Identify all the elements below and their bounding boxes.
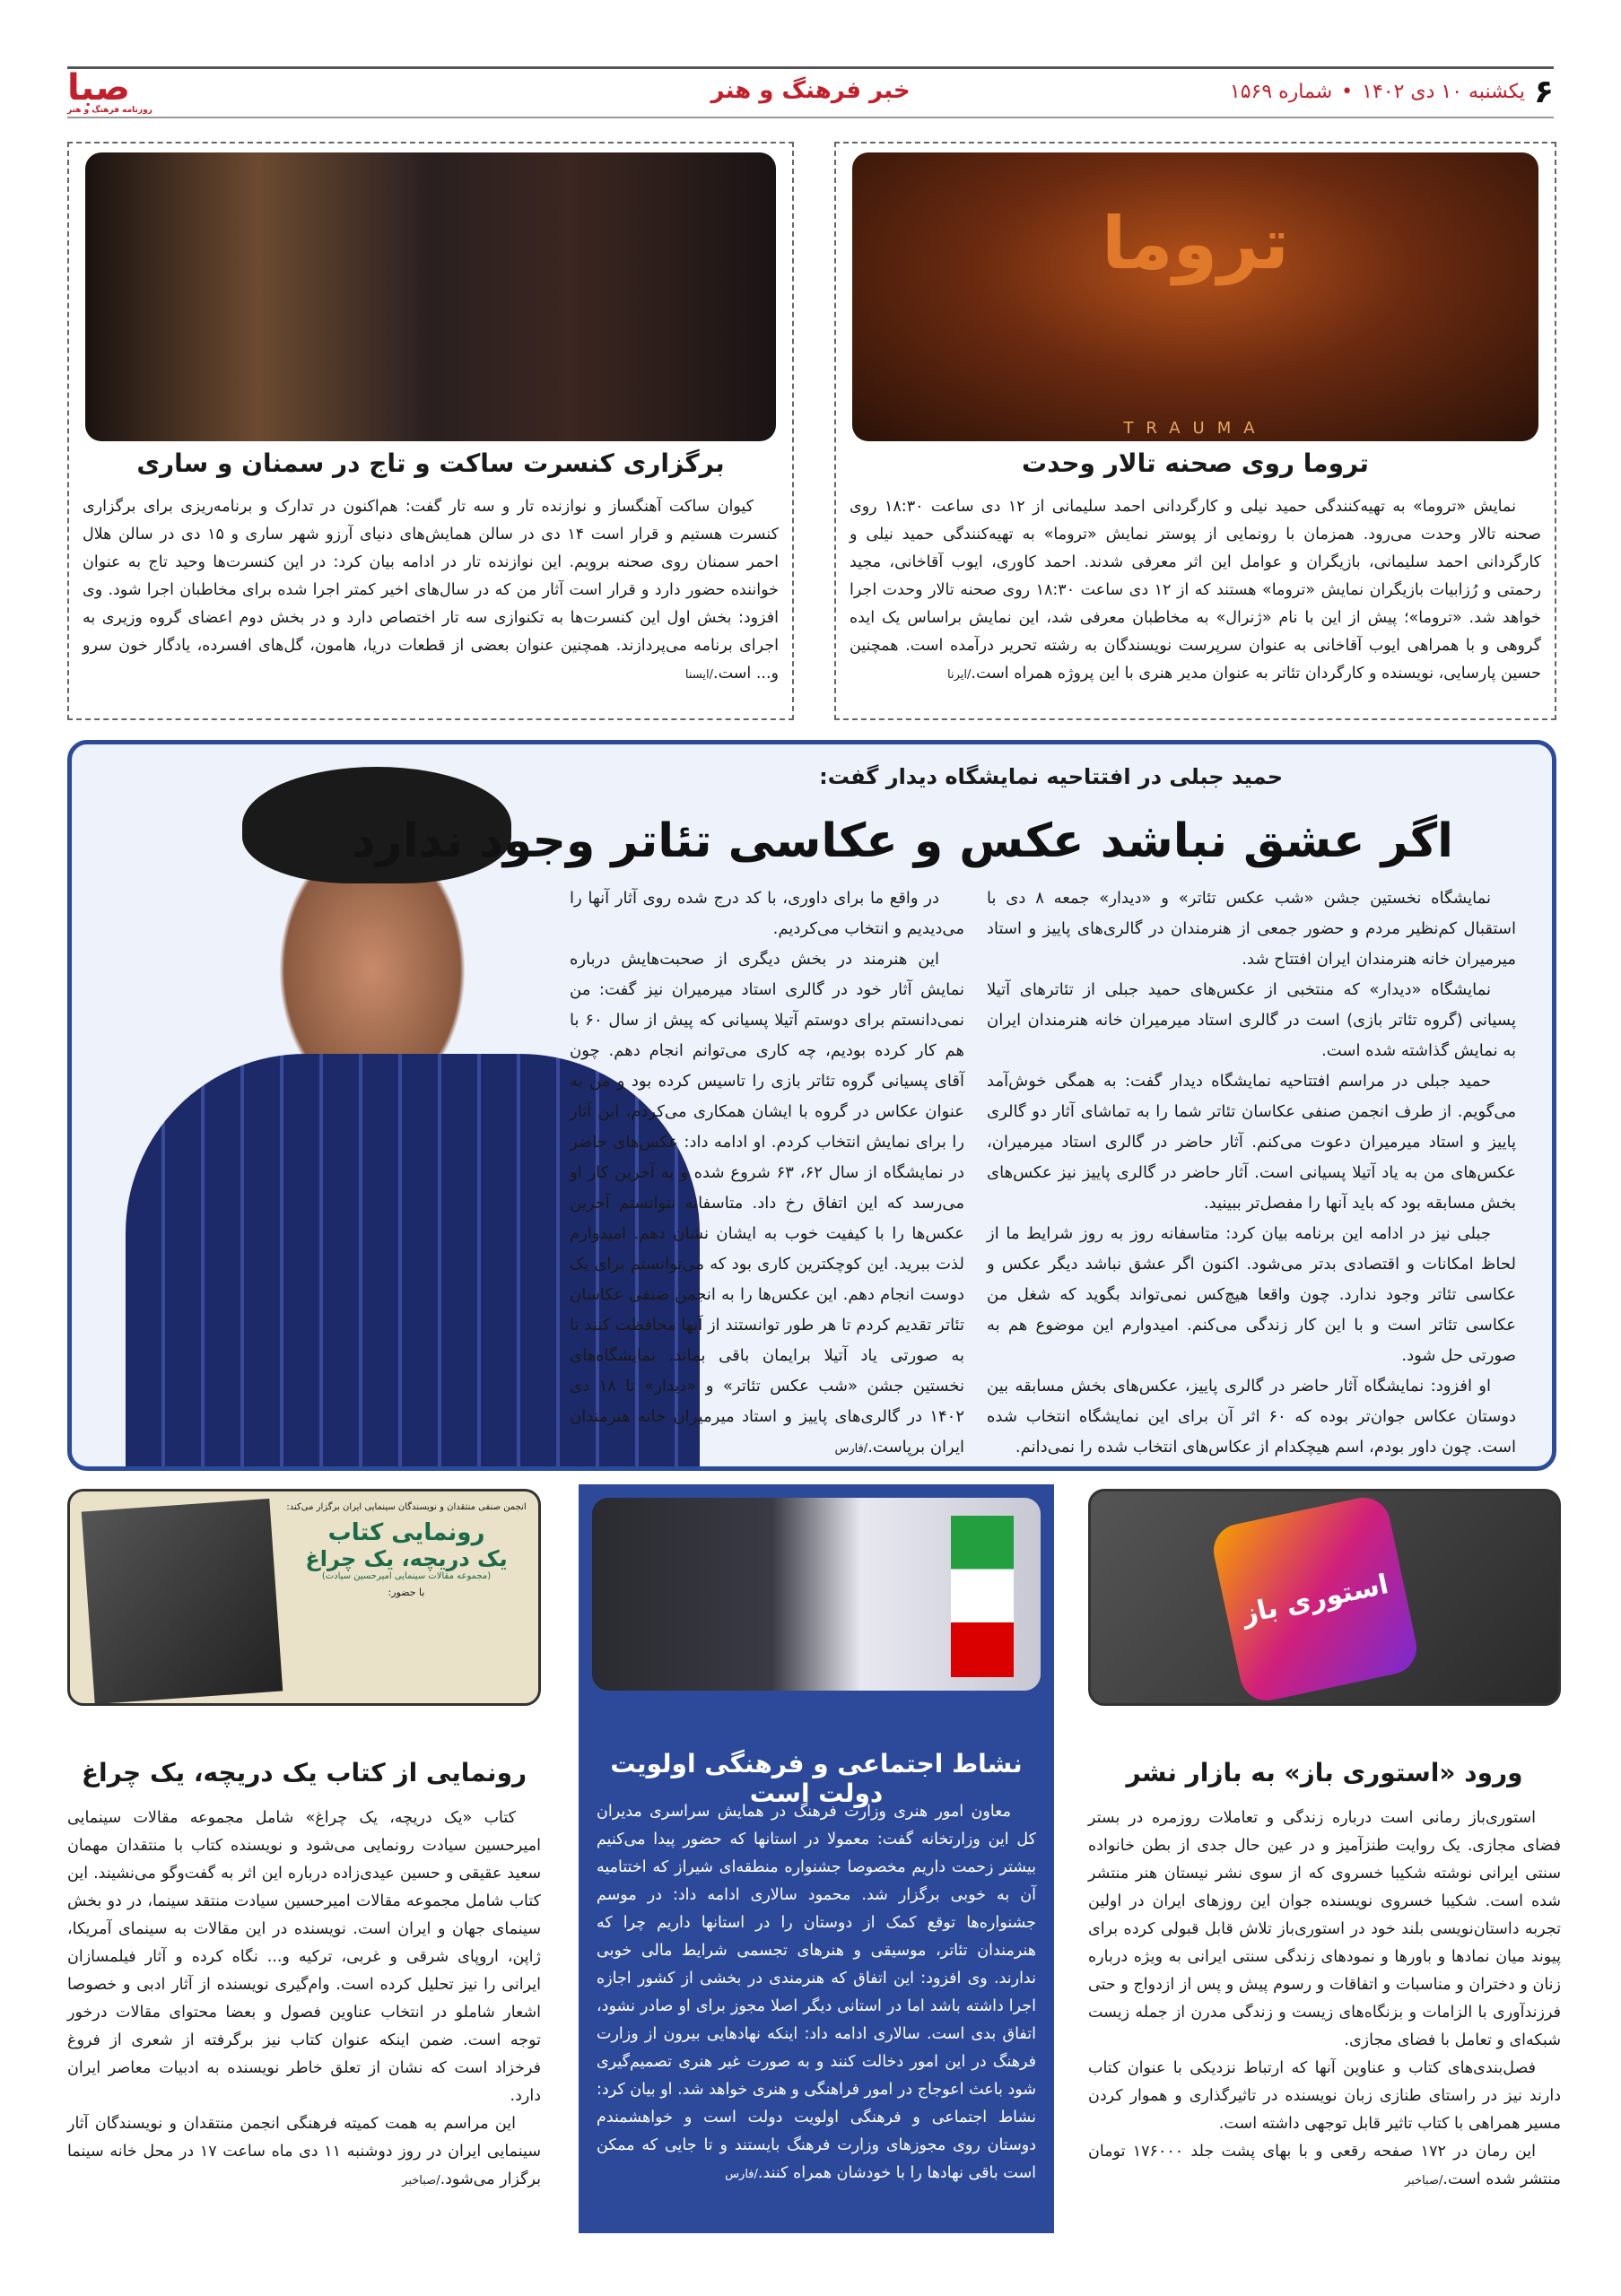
storybaz-body: استوری‌باز رمانی است درباره زندگی و تعاملات روزمره در بستر فضای مجازی. یک روایت طنزآمیز و در عین حال جدی از بطن خانواده سنتی ایرانی نوشته شکیبا خسروی که از سوی نشر نیستان هنر منتشر شده است. شکیبا خسروی نویسنده جوان این روزهای ایران در اولین تجربه داستان‌نویسی بلند خود در استوری‌باز تلاش قابل قبولی کرده برای پیوند میان نمادها و باورها و نمودهای زندگی سنتی ایرانی به ویژه درباره زنان و دختران و مناسبات و اتفاقات و رسوم پیش و پس از ازدواج و حتی فرزندآوری با الزامات و بزنگاه‌های زیست و زندگی مدرن از جمله زیست شبکه‌ای و تعامل با فضای مجازی. فصل‌بندی‌های کتاب و عناوین آنها که ارتباط نزدیکی با عنوان کتاب دارند نیز در راستای طنازی زبان نویسنده در تاثیرگذاری و هموار کردن مسیر همراهی با کتاب تاثیر قابل توجهی داشته است. این رمان در ۱۷۲ صفحه رقعی و با بهای پشت جلد ۱۷۶۰۰۰ تومان منتشر شده است./صباخبر xyxy=(1088,1809,1561,2188)
storybaz-cover: استوری باز xyxy=(1208,1492,1421,1705)
culture-body: معاون امور هنری وزارت فرهنگ در همایش سراسری مدیران کل این وزارتخانه گفت: معمولا در استانها که حضور پیدا می‌کنیم بیشتر زحمت داریم مخصوصا جشنواره منطقه‌ای شیراز که اختتامیه آن به خوبی برگزار شد. محمود سالاری ادامه داد: در موسم جشنواره‌ها توقع کمک از دوستان را در استانها داریم چرا که هنرمندان تئاتر، موسیقی و هنرهای تجسمی شرایط مالی خوبی ندارند. وی افزود: این اتفاق که هنرمندی در بخشی از کشور اجازه اجرا داشته باشد اما در استانی دیگر اصلا مجوز برای او صادر نشود، اتفاق بدی است. سالاری ادامه داد: اینکه نهادهایی بیرون از وزارت فرهنگ در این امور دخالت کنند و به صورت غیر هنری تصمیم‌گیری شود باعث اعوجاج در امور فراهنگی و هنری خواهد شد. او بیان کرد: نشاط اجتماعی و فرهنگی اولویت دولت است و خواهشمندم دوستان روی مجوزهای وزارت فرهنگ بایستند و تا جایی که ممکن است باقی نهادها را با خودشان همراه کنند./فارس xyxy=(597,1803,1036,2182)
book-launch-banner xyxy=(67,1489,541,1706)
separator-dot: • xyxy=(1341,81,1354,103)
trauma-title: تروما روی صحنه تالار وحدت xyxy=(1022,448,1369,478)
iran-flag xyxy=(951,1516,1014,1677)
banner-text: انجمن صنفی منتقدان و نویسندگان سینمایی ایران برگزار می‌کند: رونمایی کتاب یک دریچه، یک چراغ (مجموعه مقالات سینمایی امیرحسین سیادت) با حضور: xyxy=(286,1502,527,1598)
trauma-poster-image xyxy=(852,152,1538,441)
book-body: کتاب «یک دریچه، یک چراغ» شامل مجموعه مقالات سینمایی امیرحسین سیادت رونمایی می‌شود و نویسنده کتاب با منتقدان مهمان سعید عقیقی و حسین عیدی‌زاده درباره این اثر به گفت‌وگو می‌نشیند. این کتاب شامل مجموعه مقالات امیرحسین سیادت منتقد سینما، در دو بخش سینمای جهان و ایران است. نویسنده در این مقالات به سینمای آمریکا، ژاپن، اروپای شرقی و غربی، ترکیه و... نگاه کرده و آثار فیلمسازان ایرانی را نیز تحلیل کرده است. وام‌گیری نویسنده از آثار ادبی و خصوصا اشعار شاملو در انتخاب عناوین فصول و بعضا محتوای مقالات درخور توجه است. ضمن اینکه عنوان کتاب نیز برگرفته از شعری از فروغ فرخزاد است که نشان از تعلق خاطر نویسنده به ادبیات معاصر ایران دارد. این مراسم به همت کمیته فرهنگی انجمن منتقدان و نویسندگان آثار سینمایی ایران در روز دوشنبه ۱۱ دی ماه ساعت ۱۷ در محل خانه سینما برگزار می‌شود./صباخبر xyxy=(67,1809,541,2188)
header-top-rule xyxy=(67,66,1554,69)
concert-title: برگزاری کنسرت ساکت و تاج در سمنان و ساری xyxy=(136,448,725,478)
trauma-body: نمایش «تروما» به تهیه‌کنندگی حمید نیلی و کارگردانی احمد سلیمانی از ۱۲ دی ساعت ۱۸:۳۰ روی صحنه تالار وحدت می‌رود. همزمان با رونمایی از پوستر نمایش «تروما» به تهیه‌کنندگی حمید نیلی و کارگردانی احمد سلیمانی، بازیگران و عوامل این اثر معرفی شدند. احمد کاوری، ایوب آقاخانی، مجید رحمتی و رُزابیات بازیگران نمایش «تروما» هستند که از ۱۲ دی ساعت ۱۸:۳۰ روی صحنه تالار وحدت اجرا خواهد شد. «تروما»؛ پیش از این با نام «ژنرال» به مخاطبان معرفی شد، این نمایش براساس یک ایده گروهی و با همراهی ایوب آقاخانی به عنوان سرپرست نویسندگان به رشته تحریر درآمده است. همچنین حسین پارسایی، نویسنده و کارگردان تئاتر به عنوان مدیر هنری با این پروژه همراه است./ایرنا xyxy=(850,498,1541,683)
feature-col-left: در واقع ما برای داوری، با کد درج شده روی آثار آنها را می‌دیدیم و انتخاب می‌کردیم. این هنرمند در بخش دیگری از صحبت‌هایش درباره نمایش آثار خود در گالری استاد میرمیران نیز گفت: من نمی‌دانستم برای دوستم آتیلا پسیانی که پیش از سال ۶۰ با هم کار کرده بودیم، چه کاری می‌توانم انجام دهم. چون آقای پسیانی گروه تئاتر بازی را تاسیس کرده بود و من به عنوان عکاس در گروه با ایشان همکاری می‌کردم، این آثار را برای نمایش انتخاب کردم. او ادامه داد: عکس‌های حاضر در نمایشگاه از سال ۶۲، ۶۳ شروع شده و به آخرین کار او می‌رسد که این اتفاق رخ داد. متاسفانه نتوانستم آخرین عکس‌ها را با کیفیت خوب به ایشان نشان دهم. امیدوارم لذت ببرید. این کوچکترین کاری بود که می‌توانستم برای یک دوست انجام دهم. این عکس‌ها را به انجمن صنفی عکاسان تئاتر تقدیم کردم تا هر طور توانستند از آنها محافظت کنند تا به صورتی یاد آتیلا برایمان باقی بماند. نمایشگاه‌های نخستین جشن «شب عکس تئاتر» و «دیدار» تا ۱۸ دی ۱۴۰۲ در گالری‌های پاییز و استاد میرمیران خانه هنرمندان ایران برپاست./فارس xyxy=(570,889,965,1457)
culture-photo xyxy=(592,1498,1041,1691)
storybaz-image xyxy=(1088,1489,1561,1706)
feature-col-right: نمایشگاه نخستین جشن «شب عکس تئاتر» و «دیدار» جمعه ۸ دی با استقبال کم‌نظیر مردم و حضور جمعی از هنرمندان در گالری‌های پاییز و استاد میرمیران خانه هنرمندان ایران افتتاح شد. نمایشگاه «دیدار» که منتخبی از عکس‌های حمید جبلی از تئاترهای آتیلا پسیانی (گروه تئاتر بازی) است در گالری استاد میرمیران خانه هنرمندان ایران به نمایش گذاشته شده است. حمید جبلی در مراسم افتتاحیه نمایشگاه دیدار گفت: به همگی خوش‌آمد می‌گویم. از طرف انجمن صنفی عکاسان تئاتر شما را به تماشای آثار دو گالری پاییز و استاد میرمیران دعوت می‌کنم. آثار حاضر در گالری استاد میرمیران، عکس‌های من به یاد آتیلا پسیانی است. آثار حاضر در گالری پاییز نیز عکس‌های بخش مسابقه بود که باید آنها را مفصل‌تر ببینید. جبلی نیز در ادامه این برنامه بیان کرد: متاسفانه روز به روز شرایط ما از لحاظ امکانات و اقتصادی بدتر می‌شود. اکنون اگر عشق نباشد دیگر عکس و عکاسی تئاتر وجود ندارد. چون واقعا هیچ‌کس نمی‌تواند بگوید که شغل من عکاسی تئاتر است و با این کار زندگی می‌کنم. امیدوارم این موضوع هم به صورتی حل شود. او افزود: نمایشگاه آثار حاضر در گالری پاییز، عکس‌های بخش مسابقه بین دوستان عکاس جوان‌تر بوده که ۶۰ اثر آن برای این نمایشگاه انتخاب شده است. چون داور بودم، اسم هیچکدام از عکاس‌های انتخاب شده را نمی‌دانم. xyxy=(987,889,1516,1457)
concert-photo xyxy=(85,152,776,441)
book-title: رونمایی از کتاب یک دریچه، یک چراغ xyxy=(81,1758,527,1787)
issue-number: شماره ۱۵۶۹ xyxy=(1229,81,1333,103)
concert-article xyxy=(67,142,794,720)
feature-headline: اگر عشق نباشد عکس و عکاسی تئاتر وجود ندارد xyxy=(352,814,1453,868)
storybaz-title: ورود «استوری باز» به بازار نشر xyxy=(1126,1758,1523,1787)
feature-article xyxy=(67,740,1556,1471)
concert-body: کیوان ساکت آهنگساز و نوازنده تار و سه تار گفت: هم‌اکنون در تدارک و برنامه‌ریزی برای برگزاری کنسرت هستیم و قرار است ۱۴ دی در سالن همایش‌های دنیای آرزو شهر ساری و ۱۵ دی در سالن هلال احمر سمنان روی صحنه برویم. این نوازنده تار در ادامه بیان کرد: در این کنسرت‌ها وحید تاج به عنوان خواننده حضور دارد و قرار است آثار من که در سال‌های اخیر کمتر اجرا شده برای مخاطبان اجرا شود. وی افزود: بخش اول این کنسرت‌ها به تکنوازی سه تار اختصاص دارد و در بخش دوم اعضای گروه وزیری به اجرای برنامه می‌پردازند. همچنین عنوان بعضی از قطعات دریا، هامون، گل‌های افسرده، یادگار خون سرو و... است./ایسنا xyxy=(83,498,779,683)
page-number: ۶ xyxy=(1534,74,1554,110)
book-cover xyxy=(82,1499,283,1704)
section-title: خبر فرهنگ و هنر xyxy=(710,77,911,104)
poster-title: تروما xyxy=(1101,202,1290,285)
culture-title: نشاط اجتماعی و فرهنگی اولویت دولت است xyxy=(610,1749,1023,1808)
issue-date: یکشنبه ۱۰ دی ۱۴۰۲ xyxy=(1362,81,1526,103)
newspaper-logo: صبا روزنامه فرهنگ و هنر xyxy=(67,67,153,115)
poster-caption: TRAUMA xyxy=(1123,419,1268,438)
trauma-article xyxy=(834,142,1556,720)
feature-kicker: حمید جبلی در افتتاحیه نمایشگاه دیدار گفت: xyxy=(819,764,1283,789)
culture-article xyxy=(579,1484,1054,2233)
header-bottom-rule xyxy=(67,117,1554,118)
